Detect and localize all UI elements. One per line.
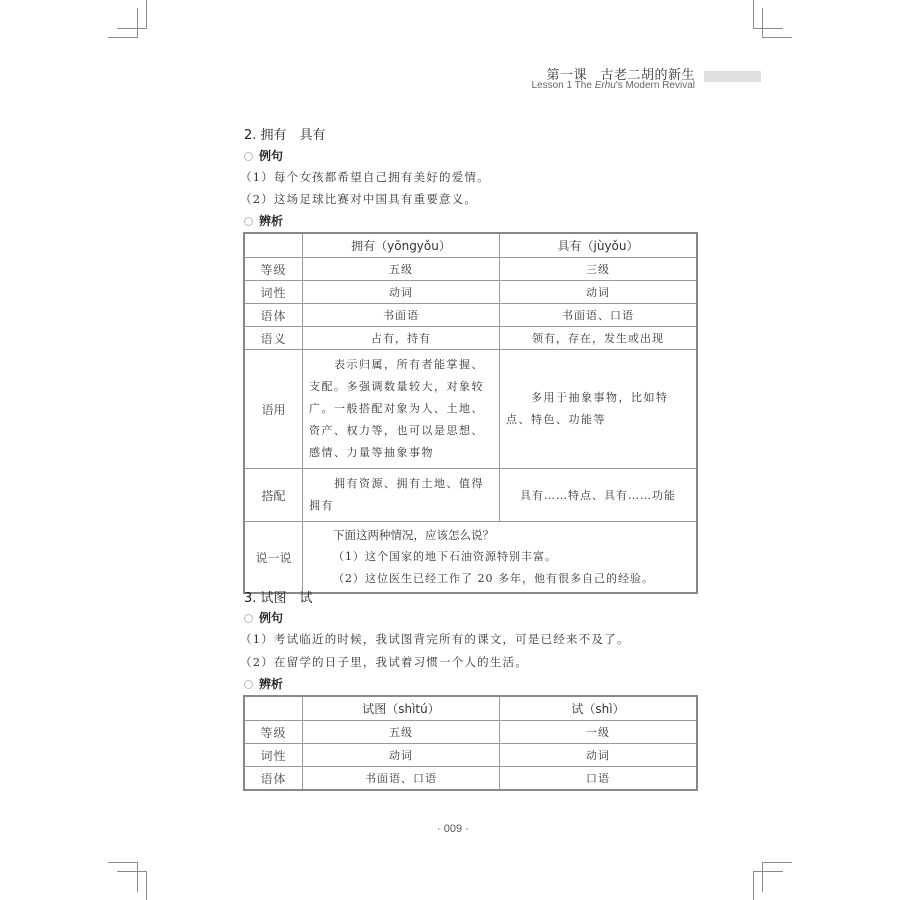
cell: 一级 bbox=[500, 721, 698, 744]
table-row bbox=[244, 258, 697, 281]
speak-prompt: 下面这两种情况，应该怎么说？ bbox=[333, 528, 494, 542]
cell: 五级 bbox=[303, 258, 500, 281]
circle-bullet-icon bbox=[244, 680, 253, 689]
header-en-prefix: Lesson 1 The bbox=[531, 80, 595, 91]
cell: 动词 bbox=[500, 281, 698, 304]
row-label: 语体 bbox=[244, 767, 303, 791]
header-en-suffix: 's Modern Revival bbox=[615, 80, 695, 91]
analysis-heading bbox=[244, 212, 283, 229]
speak-cell bbox=[303, 522, 698, 594]
table-header-row bbox=[244, 696, 697, 721]
table-row bbox=[244, 721, 697, 744]
examples-label: 例句 bbox=[259, 149, 284, 163]
header-cell: 试图（shìtú） bbox=[303, 696, 500, 721]
header-tab-bar bbox=[704, 71, 761, 82]
table-row bbox=[244, 469, 697, 522]
header-cell: 试（shì） bbox=[500, 696, 698, 721]
cell: 五级 bbox=[303, 721, 500, 744]
table-row bbox=[244, 281, 697, 304]
cell: 占有，持有 bbox=[303, 327, 500, 350]
cell: 动词 bbox=[303, 281, 500, 304]
table-row bbox=[244, 767, 697, 791]
examples-heading bbox=[244, 147, 283, 164]
row-label: 语义 bbox=[244, 327, 303, 350]
cell: 动词 bbox=[500, 744, 698, 767]
header-cell: 拥有（yōngyǒu） bbox=[303, 233, 500, 258]
section-title: 3. 试图 试 bbox=[244, 591, 313, 606]
cell: 拥有资源、拥有土地、值得拥有 bbox=[303, 469, 500, 522]
row-label: 等级 bbox=[244, 258, 303, 281]
running-header-chinese: 第一课 古老二胡的新生 bbox=[546, 68, 695, 83]
analysis-heading bbox=[244, 675, 283, 692]
table-row-speak bbox=[244, 522, 697, 594]
speak-item: （1）这个国家的地下石油资源特别丰富。 bbox=[333, 550, 557, 563]
speak-item: （2）这位医生已经工作了 20 多年，他有很多自己的经验。 bbox=[333, 572, 654, 585]
table-row bbox=[244, 327, 697, 350]
cell: 动词 bbox=[303, 744, 500, 767]
page-number: · 009 · bbox=[437, 823, 469, 835]
analysis-label: 辨析 bbox=[259, 677, 284, 691]
row-label: 搭配 bbox=[244, 469, 303, 522]
comparison-table-yongyou-juyou bbox=[243, 232, 698, 594]
examples-label: 例句 bbox=[259, 611, 284, 625]
table-row bbox=[244, 304, 697, 327]
table-row bbox=[244, 744, 697, 767]
cell: 领有，存在，发生或出现 bbox=[500, 327, 698, 350]
header-cell-empty bbox=[244, 696, 303, 721]
cell: 具有……特点、具有……功能 bbox=[500, 469, 698, 522]
examples-heading bbox=[244, 609, 283, 626]
circle-bullet-icon bbox=[244, 614, 253, 623]
row-label: 等级 bbox=[244, 721, 303, 744]
table-row bbox=[244, 350, 697, 469]
example-sentence: （2）这场足球比赛对中国具有重要意义。 bbox=[240, 192, 478, 206]
row-label: 词性 bbox=[244, 744, 303, 767]
example-sentence: （1）每个女孩都希望自己拥有美好的爱情。 bbox=[240, 170, 490, 184]
row-label: 词性 bbox=[244, 281, 303, 304]
cell: 三级 bbox=[500, 258, 698, 281]
cell: 口语 bbox=[500, 767, 698, 791]
comparison-table-shitu-shi bbox=[243, 695, 698, 791]
example-sentence: （2）在留学的日子里，我试着习惯一个人的生活。 bbox=[240, 655, 528, 669]
analysis-label: 辨析 bbox=[259, 214, 284, 228]
header-cell: 具有（jùyǒu） bbox=[500, 233, 698, 258]
example-sentence: （1）考试临近的时候，我试图背完所有的课文，可是已经来不及了。 bbox=[240, 632, 630, 646]
cell: 书面语、口语 bbox=[303, 767, 500, 791]
header-cell-empty bbox=[244, 233, 303, 258]
row-label: 语用 bbox=[244, 350, 303, 469]
row-label: 语体 bbox=[244, 304, 303, 327]
circle-bullet-icon bbox=[244, 152, 253, 161]
row-label: 说一说 bbox=[244, 522, 303, 594]
header-en-italic: Erhu bbox=[594, 80, 616, 91]
section-title: 2. 拥有 具有 bbox=[244, 128, 326, 143]
cell: 表示归属，所有者能掌握、支配。多强调数量较大，对象较广。一般搭配对象为人、土地、资产、权力等，也可以是思想、感情、力量等抽象事物 bbox=[303, 350, 500, 469]
cell: 书面语 bbox=[303, 304, 500, 327]
running-header-english bbox=[500, 80, 695, 91]
cell: 多用于抽象事物，比如特点、特色、功能等 bbox=[500, 350, 698, 469]
table-header-row bbox=[244, 233, 697, 258]
cell: 书面语、口语 bbox=[500, 304, 698, 327]
circle-bullet-icon bbox=[244, 217, 253, 226]
